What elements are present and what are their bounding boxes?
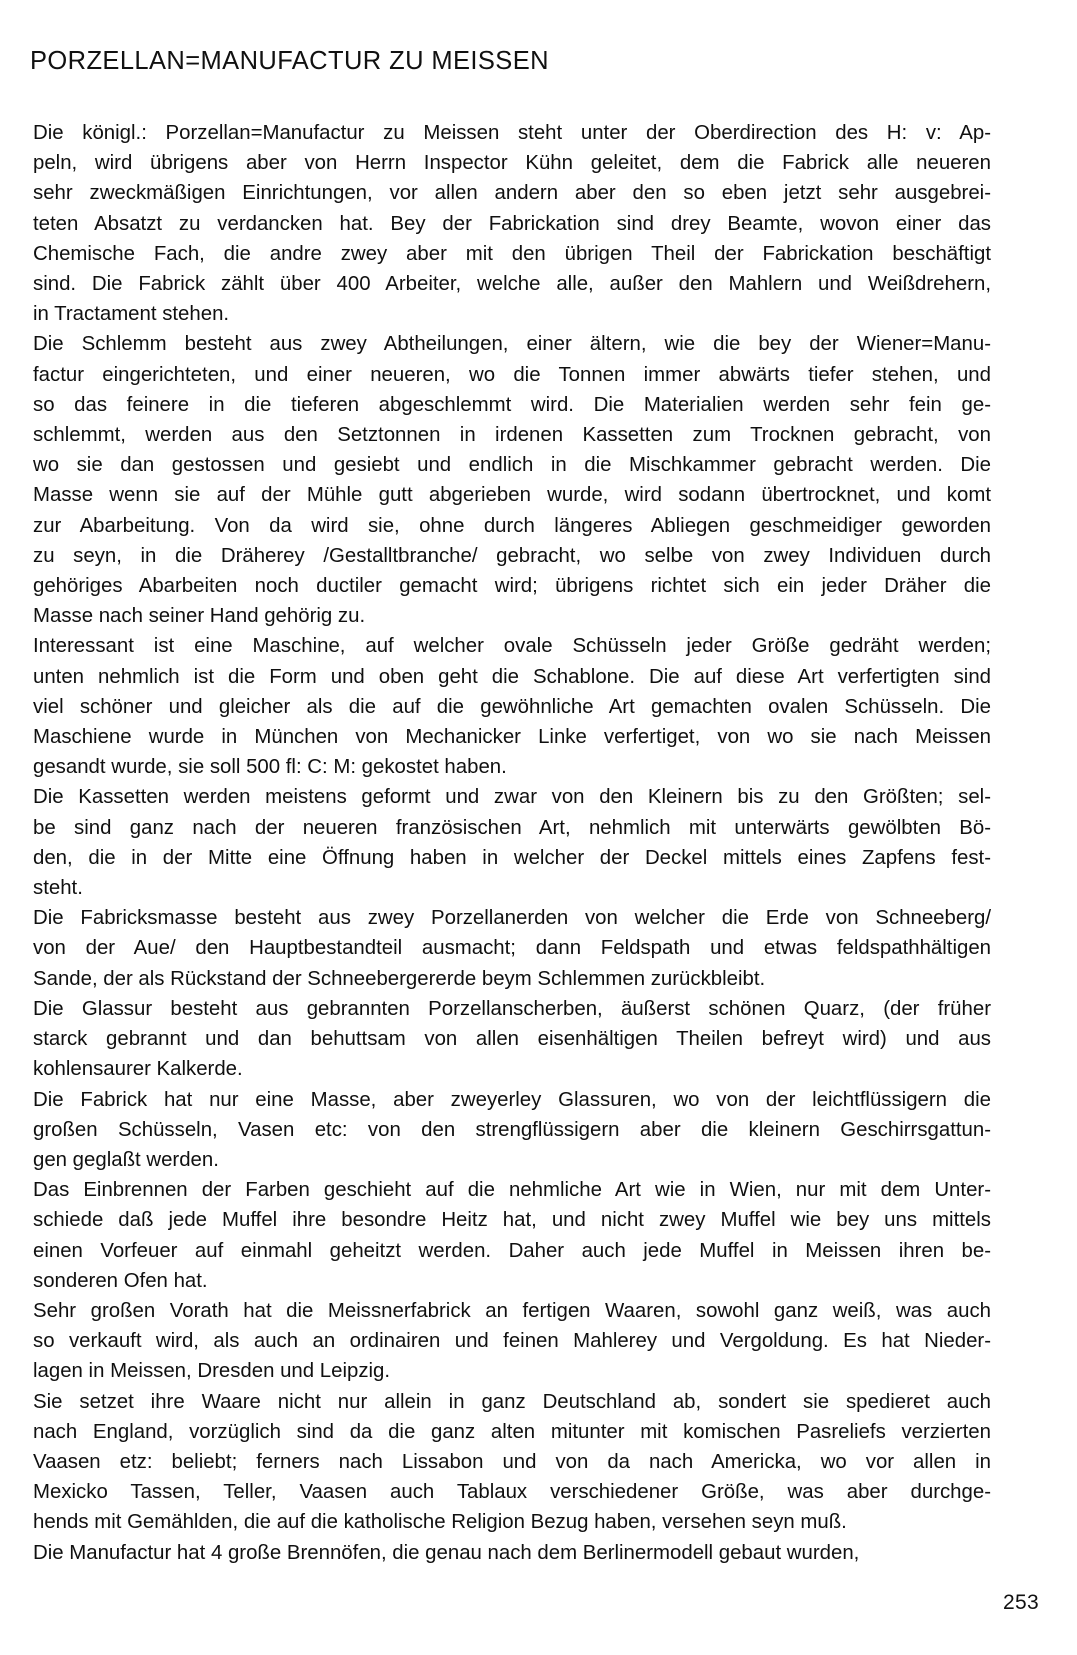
text-line: Die Kassetten werden meistens geformt und zwar von den Kleinern bis zu den Größten; sel- [33, 786, 991, 809]
document-body [33, 118, 991, 1568]
page-number: 253 [1003, 1591, 1039, 1614]
paragraph [33, 782, 991, 903]
text-line: Maschiene wurde in München von Mechanicker Linke verfertiget, von wo sie nach Meissen [33, 726, 991, 749]
text-line: so das feinere in die tieferen abgeschlemmt wird. Die Materialien werden sehr fein ge- [33, 393, 991, 416]
text-line: so verkauft wird, als auch an ordinairen und feinen Mahlerey und Vergoldung. Es hat Nieder- [33, 1330, 991, 1353]
text-line: Die Manufactur hat 4 große Brennöfen, die genau nach dem Berlinermodell gebaut wurden, [33, 1541, 860, 1564]
text-line: einen Vorfeuer auf einmahl geheitzt werden. Daher auch jede Muffel in Meissen ihren be- [33, 1239, 991, 1262]
text-line: factur eingerichteten, und einer neueren, wo die Tonnen immer abwärts tiefer stehen, und [33, 363, 991, 386]
text-line: gehöriges Abarbeiten noch ductiler gemacht wird; übrigens richtet sich ein jeder Dräher die [33, 575, 991, 598]
text-line: gen geglaßt werden. [33, 1148, 219, 1171]
text-line: Vaasen etz: beliebt; ferners nach Lissabon und von da nach Americka, wo vor allen in [33, 1450, 991, 1473]
text-line: Chemische Fach, die andre zwey aber mit den übrigen Theil der Fabrickation beschäftigt [33, 242, 991, 265]
paragraph [33, 1538, 991, 1568]
text-line: großen Schüsseln, Vasen etc: von den strengflüssigern aber die kleinern Geschirrsgattun- [33, 1118, 991, 1141]
page-title: PORZELLAN=MANUFACTUR ZU MEISSEN [30, 47, 549, 76]
text-line: kohlensaurer Kalkerde. [33, 1058, 243, 1081]
text-line: wo sie dan gestossen und gesiebt und endlich in die Mischkammer gebracht werden. Die [33, 454, 991, 477]
text-line: be sind ganz nach der neueren französischen Art, nehmlich mit unterwärts gewölbten Bö- [33, 816, 991, 839]
text-line: sind. Die Fabrick zählt über 400 Arbeiter, welche alle, außer den Mahlern und Weißdrehern, [33, 273, 991, 296]
text-line: sonderen Ofen hat. [33, 1269, 208, 1292]
text-line: teten Absatzt zu verdancken hat. Bey der Fabrickation sind drey Beamte, wovon einer das [33, 212, 991, 235]
text-line: Sie setzet ihre Waare nicht nur allein in ganz Deutschland ab, sondert sie spedieret auch [33, 1390, 991, 1413]
text-line: hends mit Gemählden, die auf die katholische Religion Bezug haben, versehen seyn muß. [33, 1511, 847, 1534]
paragraph [33, 631, 991, 782]
paragraph [33, 1296, 991, 1387]
text-line: Die Fabricksmasse besteht aus zwey Porzellanerden von welcher die Erde von Schneeberg/ [33, 907, 991, 930]
text-line: sehr zweckmäßigen Einrichtungen, vor allen andern aber den so eben jetzt sehr ausgebrei- [33, 182, 991, 205]
text-line: Die Fabrick hat nur eine Masse, aber zweyerley Glassuren, wo von der leichtflüssigern die [33, 1088, 991, 1111]
text-line: starck gebrannt und dan behuttsam von allen eisenhältigen Theilen befreyt wird) und aus [33, 1028, 991, 1051]
text-line: zu seyn, in die Dräherey /Gestalltbranche/ gebracht, wo selbe von zwey Individuen durch [33, 544, 991, 567]
text-line: Mexicko Tassen, Teller, Vaasen auch Tablaux verschiedener Größe, was aber durchge- [33, 1481, 991, 1504]
paragraph [33, 1085, 991, 1176]
text-line: unten nehmlich ist die Form und oben geht die Schablone. Die auf diese Art verfertigten sind [33, 665, 991, 688]
paragraph [33, 1387, 991, 1538]
text-line: schlemmt, werden aus den Setztonnen in irdenen Kassetten zum Trocknen gebracht, von [33, 424, 991, 447]
text-line: Sehr großen Vorath hat die Meissnerfabrick an fertigen Waaren, sowohl ganz weiß, was auch [33, 1299, 991, 1322]
text-line: schiede daß jede Muffel ihre besondre Heitz hat, und nicht zwey Muffel wie bey uns mittels [33, 1209, 991, 1232]
text-line: Die Schlemm besteht aus zwey Abtheilungen, einer ältern, wie die bey der Wiener=Manu- [33, 333, 991, 356]
text-line: zur Abarbeitung. Von da wird sie, ohne durch längeres Abliegen geschmeidiger geworden [33, 514, 991, 537]
text-line: Interessant ist eine Maschine, auf welcher ovale Schüsseln jeder Größe gedräht werden; [33, 635, 991, 658]
text-line: peln, wird übrigens aber von Herrn Inspector Kühn geleitet, dem die Fabrick alle neueren [33, 152, 991, 175]
text-line: Sande, der als Rückstand der Schneebergererde beym Schlemmen zurückbleibt. [33, 967, 766, 990]
text-line: nach England, vorzüglich sind da die ganz alten mitunter mit komischen Pasreliefs verzierten [33, 1420, 991, 1443]
text-line: lagen in Meissen, Dresden und Leipzig. [33, 1360, 391, 1383]
text-line: in Tractament stehen. [33, 303, 230, 326]
paragraph [33, 994, 991, 1085]
text-line: Das Einbrennen der Farben geschieht auf die nehmliche Art wie in Wien, nur mit dem Unter- [33, 1179, 991, 1202]
paragraph [33, 903, 991, 994]
text-line: von der Aue/ den Hauptbestandteil ausmacht; dann Feldspath und etwas feldspathhältigen [33, 937, 991, 960]
paragraph [33, 1175, 991, 1296]
text-line: Masse nach seiner Hand gehörig zu. [33, 605, 366, 628]
text-line: den, die in der Mitte eine Öffnung haben in welcher der Deckel mittels eines Zapfens fest- [33, 846, 991, 869]
text-line: Die Glassur besteht aus gebrannten Porzellanscherben, äußerst schönen Quarz, (der früher [33, 997, 991, 1020]
paragraph [33, 329, 991, 631]
text-line: Masse wenn sie auf der Mühle gutt abgerieben wurde, wird sodann übertrocknet, und komt [33, 484, 991, 507]
text-line: viel schöner und gleicher als die auf die gewöhnliche Art gemachten ovalen Schüsseln. Die [33, 695, 991, 718]
paragraph [33, 118, 991, 329]
text-line: steht. [33, 877, 83, 900]
text-line: gesandt wurde, sie soll 500 fl: C: M: gekostet haben. [33, 756, 507, 779]
text-line: Die königl.: Porzellan=Manufactur zu Meissen steht unter der Oberdirection des H: v: Ap- [33, 122, 991, 144]
